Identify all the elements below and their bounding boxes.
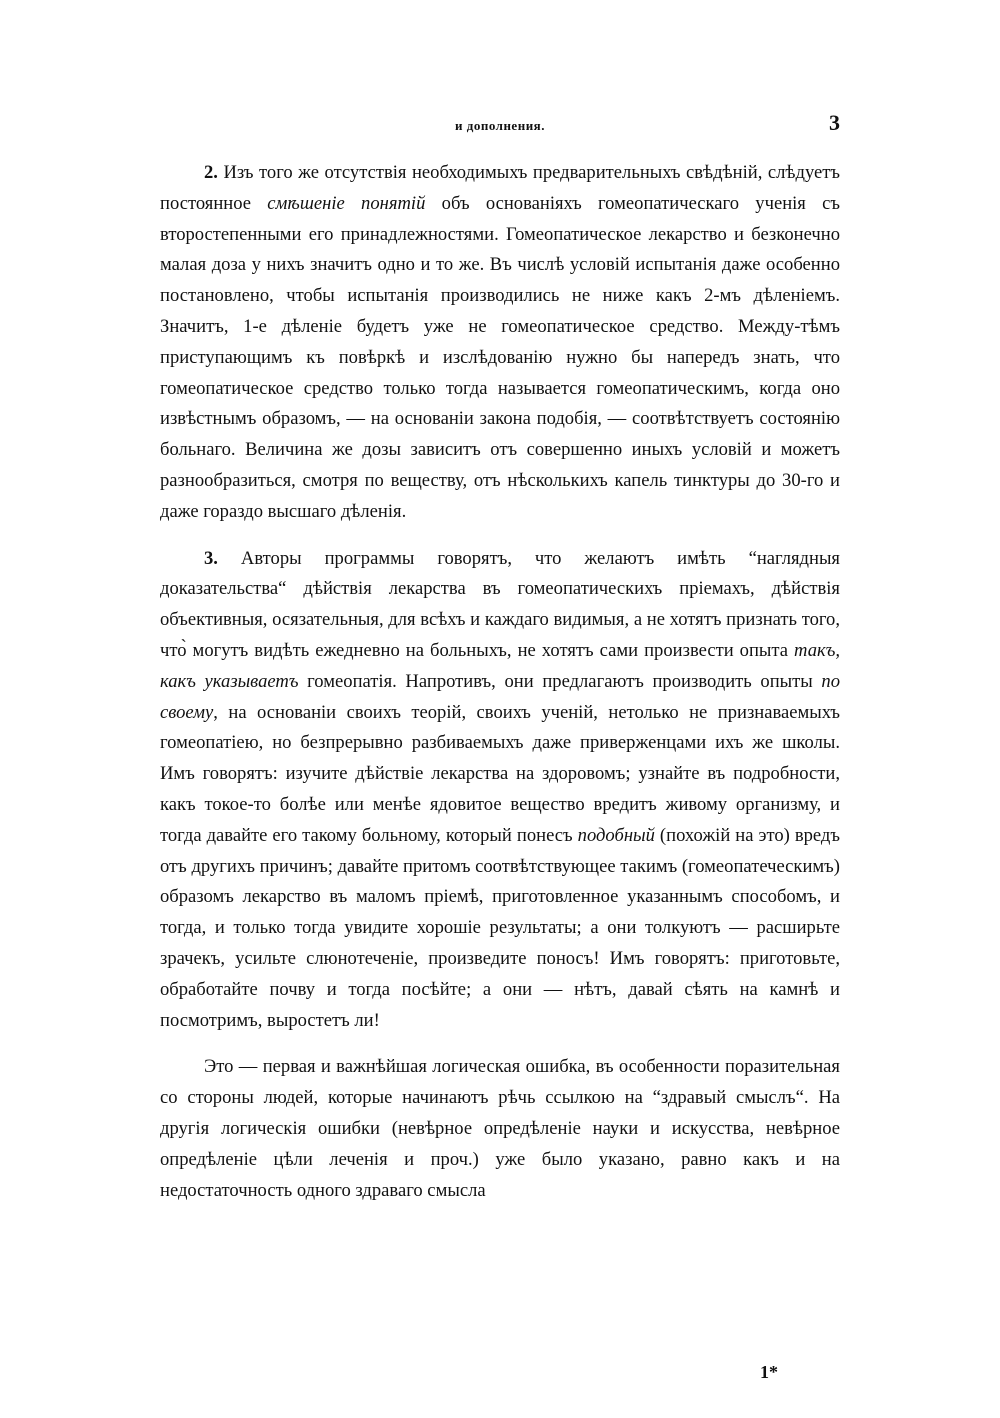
paragraph-3: [160, 544, 840, 1037]
page-number: 3: [829, 110, 840, 135]
text-run: (похожій на это) вредъ отъ другихъ причинъ; давайте притомъ соотвѣтствующее такимъ (гомеопатеческимъ) образомъ лекарство въ маломъ пріемѣ, приготовленное указаннымъ способомъ, и тогда, и только тогда увидите хорошіе результаты; а они толкуютъ — расширьте зрачекъ, усильте слюнотеченіе, произведите поносъ! Имъ говорятъ: приготовьте, обработайте почву и тогда посѣйте; а они — нѣтъ, давай сѣять на камнѣ и посмотримъ, выростетъ ли!: [160, 824, 840, 1031]
page-header: [160, 110, 840, 140]
text-run: , на основаніи своихъ теорій, своихъ ученій, нетолько не признаваемыхъ гомеопатіею, но безпрерывно разбиваемыхъ даже приверженцами ихъ же школы. Имъ говорятъ: изучите дѣйствіе лекарства на здоровомъ; узнайте въ подробности, какъ токое-то болѣе или менѣе ядовитое вещество вредитъ живому организму, и тогда давайте его такому больному, который понесъ: [160, 701, 840, 846]
text-run: Авторы программы говорятъ, что желаютъ имѣть “наглядныя доказательства“ дѣйствія лекарства въ гомеопатическихъ пріемахъ, дѣйствія объективныя, осязательныя, для всѣхъ и каждаго видимыя, а не хотятъ признать того, что̀ могутъ видѣть ежедневно на больныхъ, не хотятъ сами произвести опыта: [160, 547, 840, 661]
paragraph-conclusion: [160, 1052, 840, 1206]
text-run: гомеопатія. Напротивъ, они предлагаютъ производить опыты: [298, 670, 822, 692]
emphasized-text: смѣшеніе понятій: [267, 192, 426, 214]
paragraph-number: 3.: [204, 547, 218, 569]
text-run: Это — первая и важнѣйшая логическая ошибка, въ особенности поразительная со стороны людей, которые начинаютъ рѣчь ссылкою на “здравый смыслъ“. На другія логическія ошибки (невѣрное опредѣленіе науки и искусства, невѣрное опредѣленіе цѣли леченія и проч.) уже было указано, равно какъ и на недостаточность одного здраваго смысла: [160, 1056, 840, 1201]
emphasized-text: по своему: [160, 670, 840, 723]
body-text: [160, 158, 840, 1206]
text-run: Изъ того же отсутствія необходимыхъ предварительныхъ свѣдѣній, слѣдуетъ постоянное: [160, 162, 840, 214]
emphasized-text: подобный: [577, 824, 655, 846]
emphasized-text: такъ, какъ указываетъ: [160, 639, 840, 692]
paragraph-number: 2.: [204, 162, 218, 183]
text-run: объ основаніяхъ гомеопатическаго ученія съ второстепенными его принадлежностями. Гомеопатическое лекарство и безконечно малая доза у нихъ значитъ одно и то же. Въ числѣ условій испытанія даже особенно постановлено, чтобы испытанія производились не ниже какъ 2-мъ дѣленіемъ. Значитъ, 1-е дѣленіе будетъ уже не гомеопатическое средство. Между-тѣмъ приступающимъ къ повѣркѣ и изслѣдованію нужно бы напередъ знать, что гомеопатическое средство только тогда называется гомеопатическимъ, когда оно извѣстнымъ образомъ, — на основаніи закона подобія, — соотвѣтствуетъ состоянію больнаго. Величина же дозы зависитъ отъ совершенно иныхъ условій и можетъ разнообразиться, смотря по веществу, отъ нѣсколькихъ капель тинктуры до 30-го и даже гораздо высшаго дѣленія.: [160, 192, 841, 522]
running-head: и дополнения.: [455, 118, 545, 133]
signature-mark: 1*: [760, 1362, 778, 1382]
paragraph-2: [160, 158, 840, 528]
